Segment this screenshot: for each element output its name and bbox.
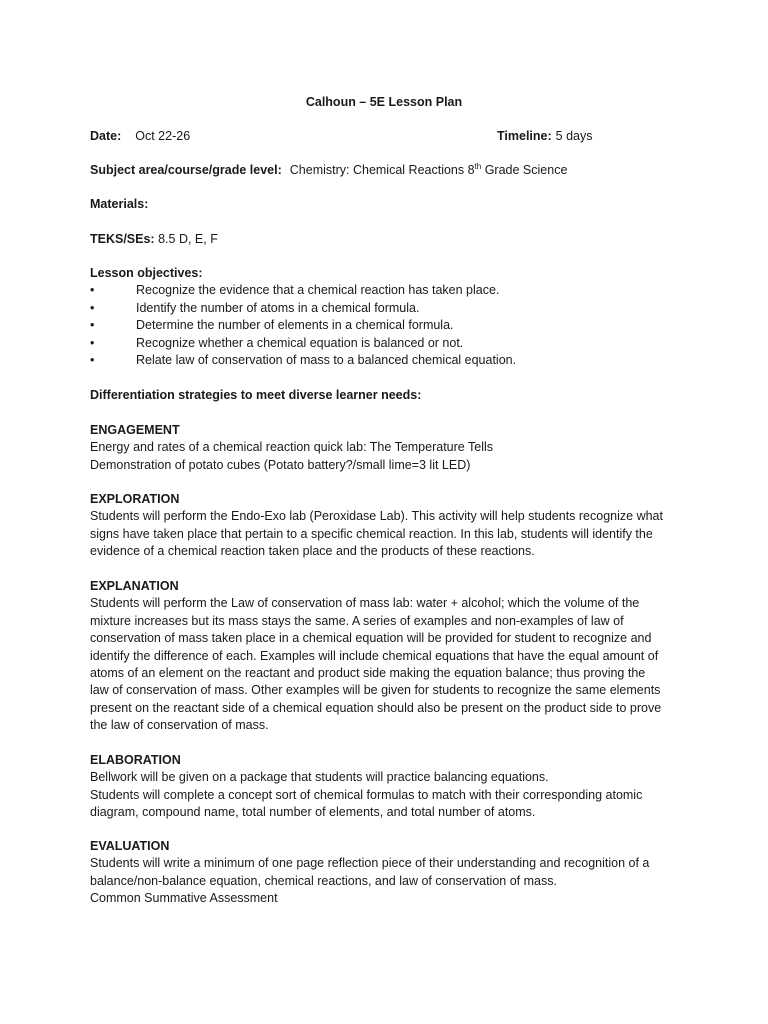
exploration-section (90, 491, 710, 561)
explanation-line: identify the difference of each. Examples will include chemical equations that have the equal amount of (90, 648, 659, 663)
engagement-heading: ENGAGEMENT (90, 423, 180, 437)
elaboration-line: diagram, compound name, total number of elements, and total number of atoms. (90, 805, 536, 820)
page-title: Calhoun – 5E Lesson Plan (305, 95, 463, 109)
explanation-line: atoms of an element on the reactant and product side making the equation balance; thus proving the (90, 666, 646, 681)
evaluation-line: Common Summative Assessment (90, 891, 278, 906)
explanation-line: conservation of mass taken place in a chemical equation will be provided for student to recognize and (90, 631, 652, 646)
elaboration-section (90, 752, 710, 822)
bullet-icon: • (90, 335, 95, 350)
timeline (497, 128, 593, 145)
date-value: Oct 22-26 (135, 129, 191, 143)
timeline-value: 5 days (555, 129, 593, 143)
subject-label: Subject area/course/grade level: (90, 163, 282, 177)
explanation-line: mixture increases but its mass stays the same. A series of examples and non-examples of law of (90, 613, 624, 628)
explanation-line: present on the reactant side of a chemical equation should also be present on the product side to prove (90, 700, 662, 715)
elaboration-line: Bellwork will be given on a package that students will practice balancing equations. (90, 770, 549, 785)
objective-text: Recognize whether a chemical equation is balanced or not. (136, 335, 464, 350)
explanation-line: the law of conservation of mass. (90, 718, 269, 733)
subject-value-suffix: Grade Science (481, 163, 568, 177)
objective-text: Relate law of conservation of mass to a balanced chemical equation. (136, 353, 517, 368)
engagement-section (90, 422, 710, 474)
evaluation-section (90, 838, 710, 908)
subject-value-text: Chemistry: Chemical Reactions 8 (289, 163, 475, 177)
list-item (90, 300, 710, 317)
materials-label: Materials: (90, 197, 149, 211)
exploration-line: Students will perform the Endo-Exo lab (Peroxidase Lab). This activity will help students recognize what (90, 509, 663, 524)
teks-label: TEKS/SEs: (90, 232, 155, 246)
list-item (90, 282, 710, 299)
objective-text: Recognize the evidence that a chemical reaction has taken place. (136, 283, 500, 298)
differentiation-label: Differentiation strategies to meet diverse learner needs: (90, 388, 422, 402)
bullet-icon: • (90, 318, 95, 333)
objectives-list (90, 282, 710, 369)
evaluation-heading: EVALUATION (90, 839, 170, 853)
explanation-section (90, 578, 710, 735)
bullet-icon: • (90, 300, 95, 315)
teks-row (90, 231, 710, 248)
evaluation-line: Students will write a minimum of one page reflection piece of their understanding and recognition of a (90, 856, 650, 871)
explanation-line: Students will perform the Law of conservation of mass lab: water + alcohol; which the volume of the (90, 596, 640, 611)
exploration-line: evidence of a chemical reaction taken place and the products of these reactions. (90, 544, 535, 559)
elaboration-heading: ELABORATION (90, 753, 181, 767)
bullet-icon: • (90, 353, 95, 368)
objectives-label: Lesson objectives: (90, 266, 203, 280)
subject-value-sup: th (474, 162, 482, 171)
timeline-label: Timeline: (497, 129, 552, 143)
list-item (90, 352, 710, 369)
subject-row (90, 162, 710, 179)
exploration-heading: EXPLORATION (90, 492, 180, 506)
teks-value: 8.5 D, E, F (158, 232, 218, 246)
list-item (90, 335, 710, 352)
bullet-icon: • (90, 283, 95, 298)
list-item (90, 317, 710, 334)
exploration-line: signs have taken place that pertain to a specific chemical reaction. In this lab, students will identify the (90, 526, 653, 541)
objectives-section (90, 265, 710, 369)
subject-value (290, 163, 568, 177)
date-label: Date: (90, 129, 122, 143)
elaboration-line: Students will complete a concept sort of chemical formulas to match with their corresponding atomic (90, 787, 643, 802)
engagement-line: Energy and rates of a chemical reaction quick lab: The Temperature Tells (90, 440, 493, 455)
explanation-heading: EXPLANATION (90, 579, 179, 593)
objective-text: Identify the number of atoms in a chemical formula. (136, 300, 420, 315)
explanation-line: law of conservation of mass. Other examples will be given for students to recognize the same elements (90, 683, 661, 698)
objective-text: Determine the number of elements in a chemical formula. (136, 318, 454, 333)
engagement-line: Demonstration of potato cubes (Potato battery?/small lime=3 lit LED) (90, 457, 471, 472)
evaluation-line: balance/non-balance equation, chemical reactions, and law of conservation of mass. (90, 873, 557, 888)
date-row (90, 128, 710, 145)
